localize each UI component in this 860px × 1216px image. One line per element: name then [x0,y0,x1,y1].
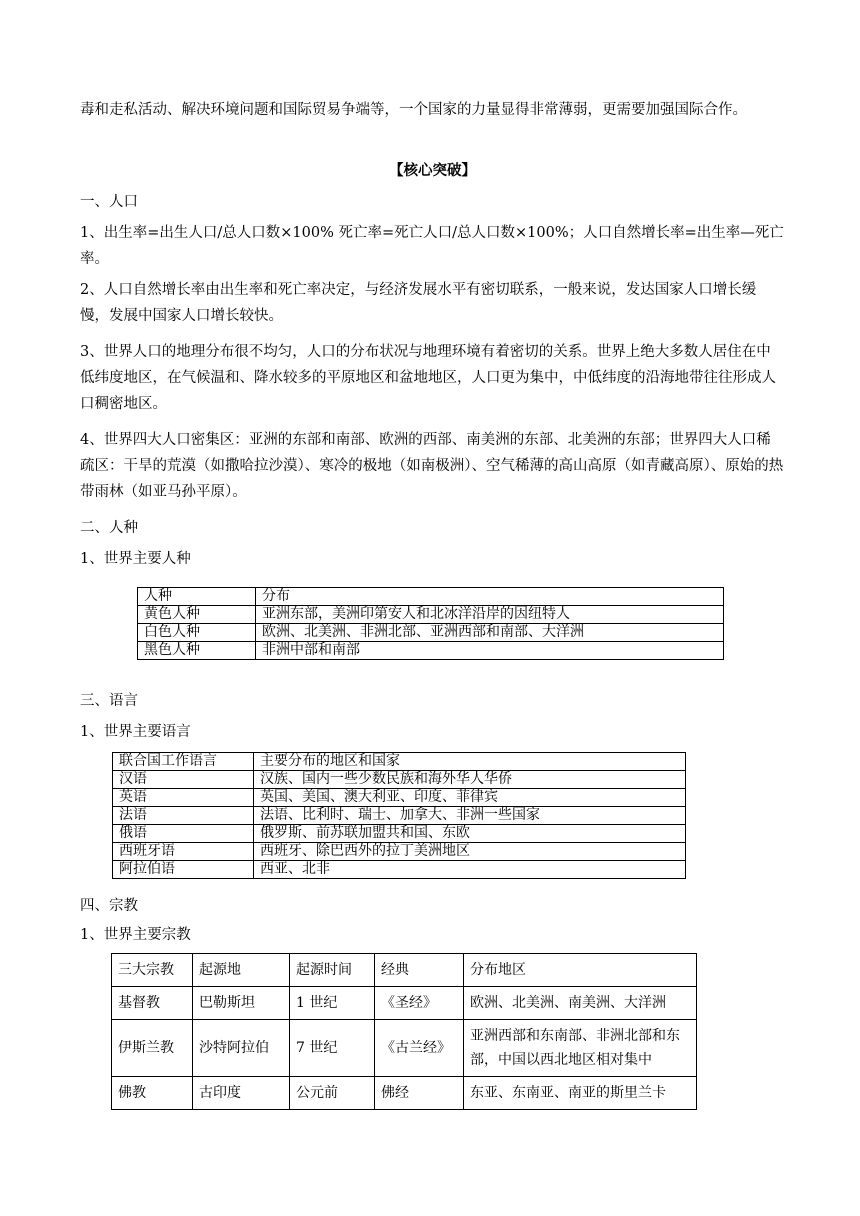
table-cell: 欧洲、北美洲、非洲北部、亚洲西部和南部、大洋洲 [256,624,724,642]
table-row [113,825,686,843]
intro-paragraph: 毒和走私活动、解决环境问题和国际贸易争端等，一个国家的力量显得非常薄弱，更需要加强国际合作。 [80,102,747,118]
table-cell: 西亚、北非 [254,861,686,879]
table-cell: 公元前 [290,1077,375,1110]
table-header-cell: 经典 [375,954,464,987]
table-cell: 法语 [113,807,254,825]
table-cell: 汉语 [113,771,254,789]
table-header-row [112,954,697,987]
table-header-cell: 主要分布的地区和国家 [254,753,686,771]
language-subtitle: 1、世界主要语言 [80,724,191,740]
table-row [112,1020,697,1077]
table-cell: 佛经 [375,1077,464,1110]
population-title: 一、人口 [80,194,138,210]
language-title: 三、语言 [80,693,138,709]
table-cell: 英国、美国、澳大利亚、印度、菲律宾 [254,789,686,807]
table-cell: 英语 [113,789,254,807]
table-header-row [138,588,724,606]
table-cell: 俄罗斯、前苏联加盟共和国、东欧 [254,825,686,843]
table-header-cell: 联合国工作语言 [113,753,254,771]
table-cell: 黑色人种 [138,642,256,660]
table-cell: 1 世纪 [290,987,375,1020]
population-paragraph-3: 3、世界人口的地理分布很不均匀，人口的分布状况与地理环境有着密切的关系。世界上绝大多数人居住在中低纬度地区，在气候温和、降水较多的平原地区和盆地地区，人口更为集中，中低纬度的沿海地带往往形成人口稠密地区。 [80,344,776,412]
table-row [138,642,724,660]
language-table [112,752,686,879]
table-cell: 东亚、东南亚、南亚的斯里兰卡 [464,1077,697,1110]
table-header-row [113,753,686,771]
table-cell: 沙特阿拉伯 [193,1020,290,1077]
table-cell: 巴勒斯坦 [193,987,290,1020]
table-header-cell: 人种 [138,588,256,606]
table-cell: 俄语 [113,825,254,843]
table-cell: 佛教 [112,1077,193,1110]
table-cell: 法语、比利时、瑞士、加拿大、非洲一些国家 [254,807,686,825]
race-table [137,587,724,660]
population-paragraph-1: 1、出生率=出生人口/总人口数×100% 死亡率=死亡人口/总人口数×100%；人口自然增长率=出生率—死亡率。 [80,225,784,267]
table-cell: 古印度 [193,1077,290,1110]
table-cell: 基督教 [112,987,193,1020]
table-row [113,807,686,825]
table-cell: 西班牙、除巴西外的拉丁美洲地区 [254,843,686,861]
religion-title: 四、宗教 [80,898,138,914]
religion-table [111,953,697,1110]
table-header-cell: 三大宗教 [112,954,193,987]
table-cell: 黄色人种 [138,606,256,624]
table-row [113,843,686,861]
race-title: 二、人种 [80,520,138,536]
race-subtitle: 1、世界主要人种 [80,551,191,567]
table-header-cell: 分布地区 [464,954,697,987]
table-row [138,624,724,642]
table-header-cell: 分布 [256,588,724,606]
table-cell: 西班牙语 [113,843,254,861]
table-row [112,1077,697,1110]
table-cell: 欧洲、北美洲、南美洲、大洋洲 [464,987,697,1020]
table-cell: 亚洲西部和东南部、非洲北部和东部，中国以西北地区相对集中 [464,1020,697,1077]
table-cell: 《圣经》 [375,987,464,1020]
table-header-cell: 起源地 [193,954,290,987]
table-cell: 白色人种 [138,624,256,642]
population-paragraph-2: 2、人口自然增长率由出生率和死亡率决定，与经济发展水平有密切联系，一般来说，发达国家人口增长缓慢，发展中国家人口增长较快。 [80,282,757,324]
population-paragraph-4: 4、世界四大人口密集区：亚洲的东部和南部、欧洲的西部、南美洲的东部、北美洲的东部；世界四大人口稀疏区：干旱的荒漠（如撒哈拉沙漠）、寒冷的极地（如南极洲）、空气稀薄的高山高原（如青藏高原）、原始的热带雨林（如亚马孙平原）。 [80,432,784,500]
section-heading: 【核心突破】 [389,162,476,179]
table-row [113,771,686,789]
table-cell: 阿拉伯语 [113,861,254,879]
table-header-cell: 起源时间 [290,954,375,987]
table-cell: 非洲中部和南部 [256,642,724,660]
table-row [113,861,686,879]
table-row [112,987,697,1020]
table-cell: 汉族、国内一些少数民族和海外华人华侨 [254,771,686,789]
religion-subtitle: 1、世界主要宗教 [80,927,191,943]
table-cell: 伊斯兰教 [112,1020,193,1077]
table-cell: 7 世纪 [290,1020,375,1077]
table-row [113,789,686,807]
table-row [138,606,724,624]
table-cell: 亚洲东部，美洲印第安人和北冰洋沿岸的因纽特人 [256,606,724,624]
table-cell: 《古兰经》 [375,1020,464,1077]
